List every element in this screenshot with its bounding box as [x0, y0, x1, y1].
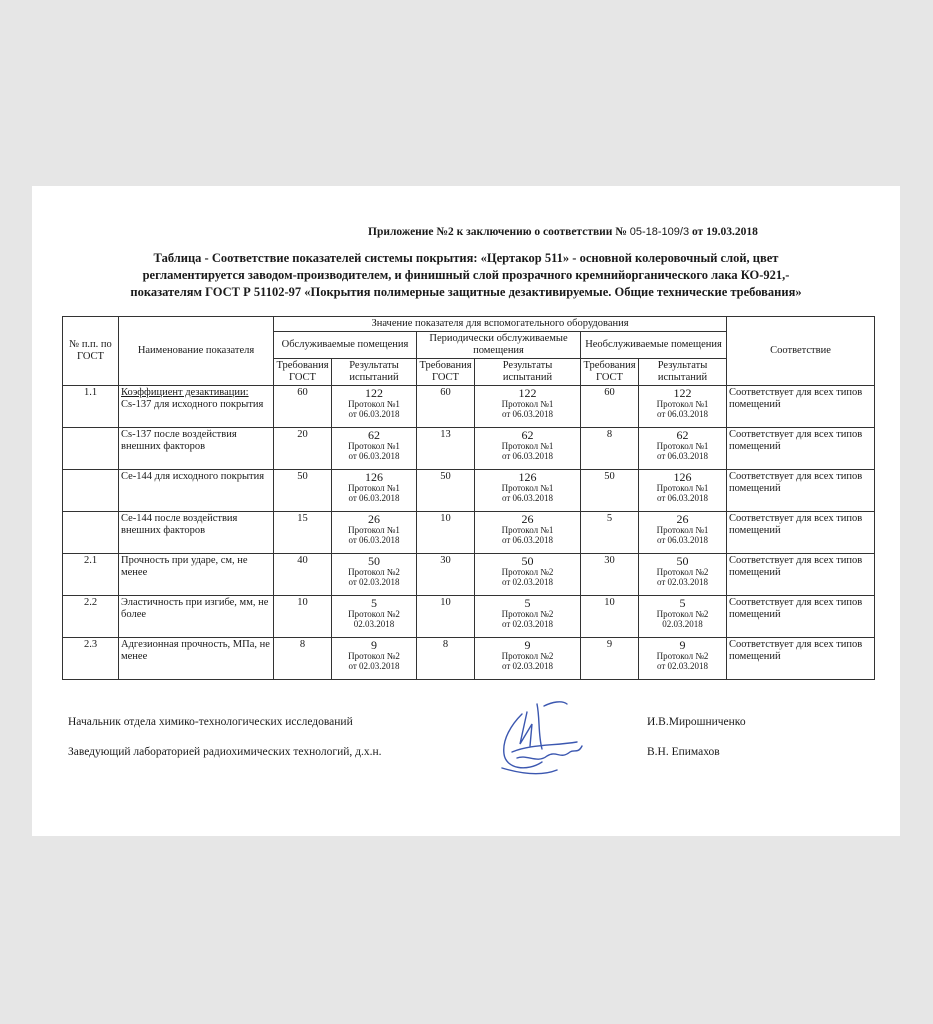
protocol-label: Протокол №1 [348, 399, 400, 409]
indicator-name: Прочность при ударе, см, не менее [121, 555, 248, 578]
requirement-value: 10 [274, 596, 332, 638]
protocol-label: Протокол №2 [656, 567, 709, 577]
table-row [63, 386, 875, 428]
indicator-name: Cs-137 после воздействия внешних факторов [121, 429, 237, 452]
requirement-value: 50 [581, 470, 639, 512]
indicator-heading: Коэффициент дезактивации: [121, 387, 249, 398]
row-num [63, 512, 119, 554]
result-cell [475, 428, 581, 470]
title-line-3: показателям ГОСТ Р 51102-97 «Покрытия полимерные защитные дезактивируемые. Общие технические требования» [130, 285, 802, 299]
conformity-value: Соответствует для всех типов помещений [727, 554, 875, 596]
row-indicator [119, 512, 274, 554]
result-value: 62 [676, 428, 689, 442]
protocol-label: Протокол №2 [501, 567, 554, 577]
requirement-value: 30 [417, 554, 475, 596]
date-prefix: от [691, 226, 704, 238]
protocol-date: от 06.03.2018 [501, 493, 554, 503]
result-cell [475, 470, 581, 512]
table-row [63, 638, 875, 680]
result-cell [639, 428, 727, 470]
protocol-date: от 02.03.2018 [501, 619, 554, 629]
table-row [63, 554, 875, 596]
row-num: 2.1 [63, 554, 119, 596]
protocol-date: 02.03.2018 [353, 619, 395, 629]
conclusion-date: 19.03.2018 [706, 226, 758, 238]
role-1: Начальник отдела химико-технологических исследований [68, 716, 353, 728]
result-cell [332, 470, 417, 512]
row-indicator [119, 386, 274, 428]
protocol-date: от 06.03.2018 [501, 451, 554, 461]
row-num [63, 428, 119, 470]
requirement-value: 60 [274, 386, 332, 428]
result-value: 26 [676, 512, 689, 526]
result-cell [475, 512, 581, 554]
requirement-value: 15 [274, 512, 332, 554]
result-cell [332, 596, 417, 638]
header-requirement: Требования ГОСТ [417, 359, 475, 386]
indicator-name: Cs-137 для исходного покрытия [121, 399, 264, 410]
result-cell [475, 554, 581, 596]
requirement-value: 8 [581, 428, 639, 470]
requirement-value: 40 [274, 554, 332, 596]
result-value: 9 [371, 638, 377, 652]
result-value: 122 [365, 386, 383, 400]
row-indicator [119, 428, 274, 470]
protocol-date: от 06.03.2018 [656, 535, 709, 545]
annex-header [368, 226, 848, 238]
result-cell [332, 554, 417, 596]
header-result: Результаты испытаний [639, 359, 727, 386]
role-2: Заведующий лабораторией радиохимических технологий, д.х.н. [68, 746, 382, 758]
table-body [63, 386, 875, 680]
result-cell [639, 386, 727, 428]
result-value: 5 [524, 596, 531, 610]
protocol-label: Протокол №1 [656, 399, 709, 409]
protocol-label: Протокол №1 [656, 483, 709, 493]
result-cell [332, 386, 417, 428]
requirement-value: 8 [274, 638, 332, 680]
protocol-label: Протокол №1 [501, 399, 554, 409]
protocol-label: Протокол №1 [501, 525, 554, 535]
row-indicator [119, 554, 274, 596]
result-cell [639, 596, 727, 638]
protocol-label: Протокол №2 [656, 651, 709, 661]
requirement-value: 20 [274, 428, 332, 470]
result-cell [332, 512, 417, 554]
result-value: 5 [371, 596, 377, 610]
header-periodic: Периодически обслуживаемые помещения [417, 332, 581, 359]
row-num: 1.1 [63, 386, 119, 428]
protocol-label: Протокол №1 [348, 525, 400, 535]
table-row [63, 428, 875, 470]
row-indicator [119, 596, 274, 638]
header-requirement: Требования ГОСТ [581, 359, 639, 386]
protocol-date: 02.03.2018 [662, 619, 703, 629]
protocol-label: Протокол №1 [348, 483, 400, 493]
protocol-date: от 06.03.2018 [656, 451, 709, 461]
requirement-value: 30 [581, 554, 639, 596]
annex-prefix: Приложение №2 к заключению о соответствии № [368, 226, 627, 238]
result-value: 126 [518, 470, 537, 484]
name-1: И.В.Мирошниченко [647, 716, 746, 728]
result-cell [332, 638, 417, 680]
requirement-value: 10 [417, 512, 475, 554]
result-value: 5 [679, 596, 686, 610]
row-indicator [119, 470, 274, 512]
result-value: 62 [368, 428, 380, 442]
result-value: 9 [524, 638, 531, 652]
protocol-label: Протокол №1 [501, 483, 554, 493]
protocol-date: от 02.03.2018 [656, 661, 709, 671]
header-requirement: Требования ГОСТ [274, 359, 332, 386]
conformity-value: Соответствует для всех типов помещений [727, 638, 875, 680]
title-line-1: Таблица - Соответствие показателей системы покрытия: «Цертакор 511» - основной колеровочный слой, цвет [153, 251, 779, 265]
protocol-label: Протокол №1 [348, 441, 400, 451]
protocol-label: Протокол №2 [348, 567, 400, 577]
protocol-date: от 06.03.2018 [348, 535, 400, 545]
header-unserviced: Необслуживаемые помещения [581, 332, 727, 359]
result-value: 26 [521, 512, 534, 526]
requirement-value: 9 [581, 638, 639, 680]
result-value: 9 [679, 638, 686, 652]
conformity-value: Соответствует для всех типов помещений [727, 386, 875, 428]
protocol-date: от 06.03.2018 [501, 409, 554, 419]
protocol-label: Протокол №2 [348, 651, 400, 661]
result-value: 50 [676, 554, 689, 568]
result-value: 62 [521, 428, 534, 442]
row-indicator [119, 638, 274, 680]
result-value: 126 [365, 470, 383, 484]
protocol-date: от 02.03.2018 [348, 661, 400, 671]
indicator-name: Эластичность при изгибе, мм, не более [121, 597, 269, 620]
requirement-value: 50 [417, 470, 475, 512]
protocol-date: от 02.03.2018 [656, 577, 709, 587]
indicator-name: Се-144 для исходного покрытия [121, 471, 265, 482]
indicator-name: Се-144 после воздействия внешних факторов [121, 513, 238, 536]
title-line-2: регламентируется заводом-производителем, и финишный слой прозрачного кремнийорганического лака КО-921,- [142, 268, 790, 282]
result-cell [475, 638, 581, 680]
result-cell [639, 554, 727, 596]
protocol-date: от 06.03.2018 [348, 409, 400, 419]
result-cell [639, 470, 727, 512]
protocol-label: Протокол №2 [501, 651, 554, 661]
requirement-value: 8 [417, 638, 475, 680]
result-value: 126 [673, 470, 692, 484]
requirement-value: 50 [274, 470, 332, 512]
result-value: 122 [673, 386, 692, 400]
protocol-label: Протокол №1 [656, 525, 709, 535]
result-cell [475, 386, 581, 428]
result-value: 26 [368, 512, 380, 526]
protocol-date: от 06.03.2018 [501, 535, 554, 545]
protocol-date: от 02.03.2018 [348, 577, 400, 587]
protocol-label: Протокол №1 [656, 441, 709, 451]
header-result: Результаты испытаний [332, 359, 417, 386]
requirement-value: 60 [417, 386, 475, 428]
requirement-value: 10 [417, 596, 475, 638]
header-name: Наименование показателя [119, 317, 274, 386]
table-row [63, 470, 875, 512]
protocol-date: от 06.03.2018 [656, 409, 709, 419]
row-num: 2.3 [63, 638, 119, 680]
conclusion-number: 05-18-109/3 [629, 226, 690, 238]
result-cell [332, 428, 417, 470]
conformity-value: Соответствует для всех типов помещений [727, 512, 875, 554]
protocol-date: от 06.03.2018 [348, 451, 400, 461]
header-result: Результаты испытаний [475, 359, 581, 386]
row-num: 2.2 [63, 596, 119, 638]
result-cell [639, 512, 727, 554]
protocol-label: Протокол №1 [501, 441, 554, 451]
protocol-label: Протокол №2 [348, 609, 400, 619]
document-sheet [32, 186, 900, 836]
protocol-date: от 06.03.2018 [656, 493, 709, 503]
protocol-date: от 02.03.2018 [501, 577, 554, 587]
requirement-value: 60 [581, 386, 639, 428]
conformity-value: Соответствует для всех типов помещений [727, 596, 875, 638]
result-value: 50 [368, 554, 380, 568]
conformity-value: Соответствует для всех типов помещений [727, 428, 875, 470]
requirement-value: 10 [581, 596, 639, 638]
header-serviced: Обслуживаемые помещения [274, 332, 417, 359]
conformity-value: Соответствует для всех типов помещений [727, 470, 875, 512]
header-group: Значение показателя для вспомогательного оборудования [274, 317, 727, 332]
result-value: 122 [518, 386, 537, 400]
row-num [63, 470, 119, 512]
compliance-table [62, 316, 875, 680]
result-value: 50 [521, 554, 534, 568]
header-num: № п.п. по ГОСТ [63, 317, 119, 386]
protocol-label: Протокол №2 [656, 609, 709, 619]
table-title [42, 250, 890, 301]
table-row [63, 596, 875, 638]
handwritten-signature [482, 694, 592, 784]
requirement-value: 5 [581, 512, 639, 554]
name-2: В.Н. Епимахов [647, 746, 720, 758]
header-conformity: Соответствие [727, 317, 875, 386]
protocol-label: Протокол №2 [501, 609, 554, 619]
protocol-date: от 06.03.2018 [348, 493, 400, 503]
result-cell [475, 596, 581, 638]
table-row [63, 512, 875, 554]
indicator-name: Адгезионная прочность, МПа, не менее [121, 639, 270, 662]
result-cell [639, 638, 727, 680]
requirement-value: 13 [417, 428, 475, 470]
protocol-date: от 02.03.2018 [501, 661, 554, 671]
